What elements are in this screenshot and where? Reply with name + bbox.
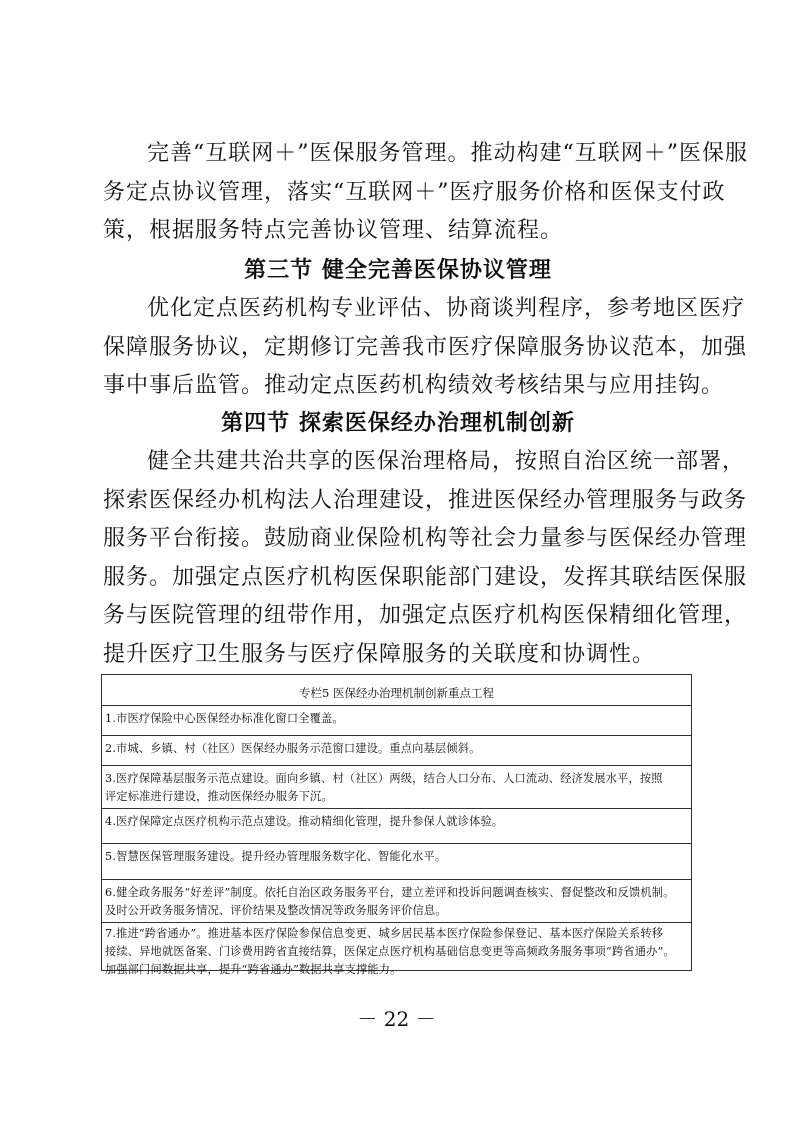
text-line: 健全共建共治共享的医保治理格局，按照自治区统一部署，: [147, 449, 746, 474]
box-item-6: [102, 879, 691, 922]
box-item-7: [102, 922, 691, 976]
box-item-text: 及时公开政务服务情况、评价结果及整改情况等政务服务评价信息。: [105, 904, 447, 917]
box-item-text: 4.医疗保障定点医疗机构示范点建设。推动精细化管理，提升参保人就诊体验。: [105, 815, 504, 828]
box-item-text: 2.市城、乡镇、村（社区）医保经办服务示范窗口建设。重点向基层倾斜。: [105, 742, 481, 755]
box-item-1: [102, 705, 691, 735]
box-item-text: 评定标准进行建设，推动医保经办服务下沉。: [105, 790, 333, 803]
text-line: 服务平台衔接。鼓励商业保险机构等社会力量参与医保经办管理: [103, 526, 748, 551]
box-item-2: [102, 735, 691, 765]
box-item-text: 加强部门间数据共享，提升“跨省通办”数据共享支撑能力。: [105, 963, 402, 976]
column-box: [101, 674, 692, 976]
text-line: 事中事后监管。推动定点医药机构绩效考核结果与应用挂钩。: [103, 373, 725, 398]
page-number: － 22 －: [357, 1007, 436, 1031]
box-title: 专栏5 医保经办治理机制创新重点工程: [299, 686, 494, 700]
box-item-text: 6.健全政务服务“好差评”制度。依托自治区政务服务平台，建立差评和投诉问题调查核实、督促整改和反馈机制。: [105, 886, 675, 899]
text-line: 提升医疗卫生服务与医疗保障服务的关联度和协调性。: [103, 641, 656, 667]
paragraph-internet-plus: [103, 135, 748, 251]
box-item-text: 7.推进“跨省通办”。推进基本医疗保险参保信息变更、城乡居民基本医疗保险参保登记、基本医疗保险关系转移: [105, 927, 664, 940]
text-line: 务与医院管理的纽带作用，加强定点医疗机构医保精细化管理，: [103, 603, 748, 628]
text-line: 探索医保经办机构法人治理建设，推进医保经办管理服务与政务: [103, 487, 748, 513]
text-line: 策，根据服务特点完善协议管理、结算流程。: [103, 218, 564, 243]
box-item-text: 接续、异地就医备案、门诊费用跨省直接结算，医保定点医疗机构基础信息变更等高频政务服务事项“跨省通办”。: [105, 945, 675, 958]
text-line: 服务。加强定点医疗机构医保职能部门建设，发挥其联结医保服: [103, 564, 748, 590]
text-line: 优化定点医药机构专业评估、协商谈判程序，参考地区医疗: [147, 296, 746, 321]
box-item-5: [102, 843, 691, 879]
text-line: 完善“互联网＋”医保服务管理。推动构建“互联网＋”医保服: [147, 141, 748, 166]
section-heading-3: 第三节 健全完善医保协议管理: [244, 258, 552, 283]
box-item-4: [102, 808, 691, 843]
box-item-text: 3.医疗保障基层服务示范点建设。面向乡镇、村（社区）两级，结合人口分布、人口流动、经济发展水平，按照: [105, 772, 663, 785]
text-line: 务定点协议管理，落实“互联网＋”医疗服务价格和医保支付政: [103, 179, 726, 205]
paragraph-agreement: [103, 290, 748, 406]
box-item-text: 1.市医疗保险中心医保经办标准化窗口全覆盖。: [105, 712, 344, 725]
box-item-text: 5.智慧医保管理服务建设。提升经办管理服务数字化、智能化水平。: [105, 850, 447, 863]
paragraph-governance: [103, 443, 748, 674]
box-item-3: [102, 765, 691, 808]
section-heading-4: 第四节 探索医保经办治理机制创新: [221, 411, 575, 436]
text-line: 保障服务协议，定期修订完善我市医疗保障服务协议范本，加强: [103, 334, 748, 360]
